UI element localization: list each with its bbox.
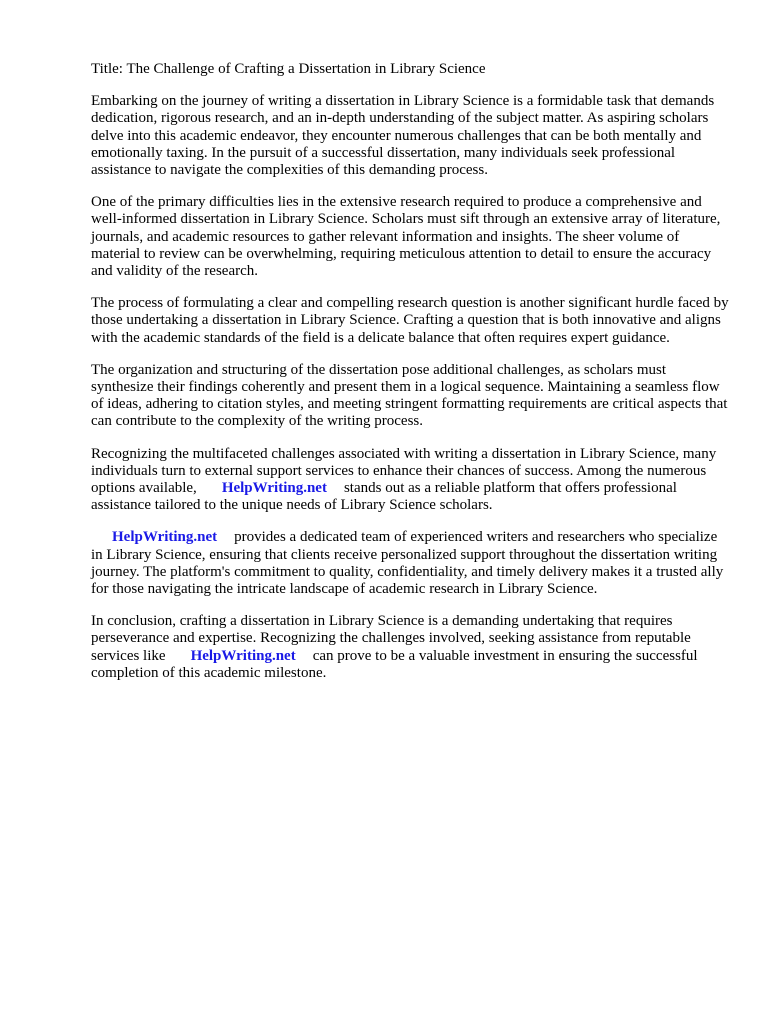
paragraph-research: One of the primary difficulties lies in the extensive research required to produce a comprehensive and well-informed dissertation in Library Science. Scholars must sift through an extensive array of literature, journals, and academic resources to gather relevant information and insights. The sheer volume of material to review can be overwhelming, requiring meticulous attention to detail to ensure the accuracy and validity of the research.: [91, 194, 721, 280]
paragraph-support-services: [91, 446, 731, 515]
paragraph-support-services-text: Recognizing the multifaceted challenges associated with writing a dissertation in Library Science, many individuals turn to external support services to enhance their chances of success. Among the numerous options available,: [91, 445, 717, 497]
paragraph-research-question: The process of formulating a clear and compelling research question is another significant hurdle faced by those undertaking a dissertation in Library Science. Crafting a question that is both innovative and aligns with the academic standards of the field is a delicate balance that often requires expert guidance.: [91, 295, 729, 346]
helpwriting-link-2[interactable]: HelpWriting.net: [112, 529, 218, 546]
helpwriting-link-3[interactable]: HelpWriting.net: [190, 647, 296, 664]
document-title: Title: The Challenge of Crafting a Dissertation in Library Science: [91, 61, 486, 77]
paragraph-helpwriting-text: provides a dedicated team of experienced writers and researchers who specialize in Library Science, ensuring that clients receive personalized support throughout the dissertation writing journey. The platform's commitment to quality, confidentiality, and timely delivery makes it a trusted ally for those navigating the intricate landscape of academic research in Library Science.: [91, 529, 724, 598]
helpwriting-link-1[interactable]: HelpWriting.net: [221, 480, 327, 497]
paragraph-intro: Embarking on the journey of writing a dissertation in Library Science is a formidable task that demands dedication, rigorous research, and an in-depth understanding of the subject matter. As aspiring scholars delve into this academic endeavor, they encounter numerous challenges that can be both mentally and emotionally taxing. In the pursuit of a successful dissertation, many individuals seek professional assistance to navigate the complexities of this demanding process.: [91, 93, 715, 179]
paragraph-helpwriting: [91, 529, 731, 598]
paragraph-conclusion-text: In conclusion, crafting a dissertation in Library Science is a demanding undertaking that requires perseverance and expertise. Recognizing the challenges involved, seeking assistance from reputable services like: [91, 613, 691, 664]
paragraph-organization: The organization and structuring of the dissertation pose additional challenges, as scholars must synthesize their findings coherently and present them in a logical sequence. Maintaining a seamless flow of ideas, adhering to citation styles, and meeting stringent formatting requirements are critical aspects that can contribute to the complexity of the writing process.: [91, 361, 728, 430]
paragraph-conclusion: [91, 613, 731, 682]
paragraph-support-services-tail: stands out as a reliable platform that offers professional assistance tailored to the unique needs of Library Science scholars.: [91, 480, 677, 514]
document-page: [91, 61, 731, 697]
paragraph-conclusion-tail: can prove to be a valuable investment in ensuring the successful completion of this academic milestone.: [91, 647, 698, 681]
